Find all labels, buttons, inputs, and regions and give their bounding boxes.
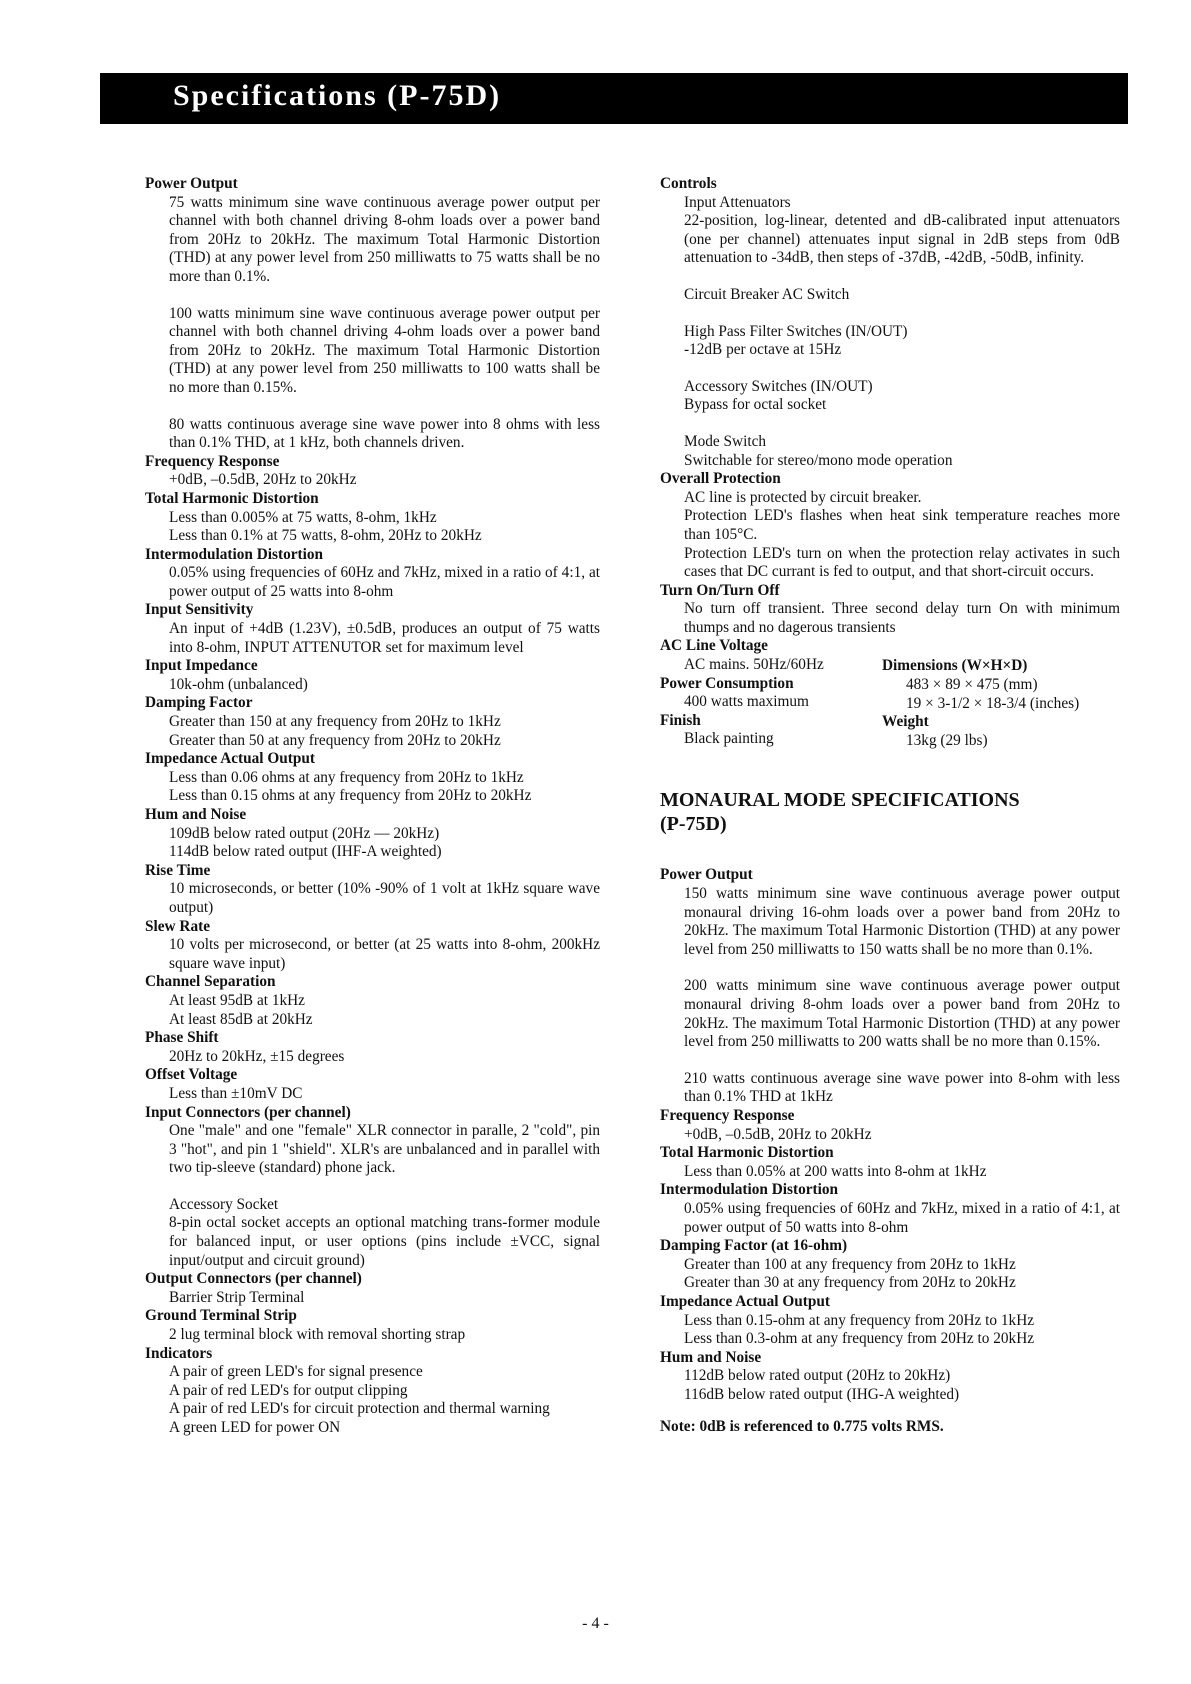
turn-on-value: No turn off transient. Three second delay turn On with minimum thumps and no dagerous transients <box>684 600 1120 636</box>
left-column <box>145 175 600 1438</box>
reference-note: Note: 0dB is referenced to 0.775 volts RMS. <box>660 1418 944 1436</box>
channel-separation-heading: Channel Separation <box>145 973 276 991</box>
header-bar <box>100 73 1128 124</box>
turn-on-heading: Turn On/Turn Off <box>660 581 780 599</box>
impedance-output-heading: Impedance Actual Output <box>145 750 315 768</box>
input-sensitivity-value: An input of +4dB (1.23V), ±0.5dB, produces an output of 75 watts into 8-ohm, INPUT ATTENUTOR set for maximum level <box>169 620 600 656</box>
thd-line-2: Less than 0.1% at 75 watts, 8-ohm, 20Hz to 20kHz <box>169 527 482 545</box>
rise-time-value: 10 microseconds, or better (10% -90% of 1 volt at 1kHz square wave output) <box>169 880 600 916</box>
ground-terminal-value: 2 lug terminal block with removal shorting strap <box>169 1326 466 1344</box>
frequency-response-value: +0dB, –0.5dB, 20Hz to 20kHz <box>169 471 357 489</box>
power-output-continuous: 80 watts continuous average sine wave power into 8 ohms with less than 0.1% THD, at 1 kHz, both channels driven. <box>169 415 600 452</box>
ground-terminal-heading: Ground Terminal Strip <box>145 1307 297 1325</box>
mono-frequency-response-value: +0dB, –0.5dB, 20Hz to 20kHz <box>684 1125 872 1143</box>
controls-attenuators-label: Input Attenuators <box>684 193 791 211</box>
slew-rate-heading: Slew Rate <box>145 917 210 935</box>
input-connectors-heading: Input Connectors (per channel) <box>145 1103 351 1121</box>
power-consumption-value: 400 watts maximum <box>684 693 809 711</box>
indicators-line-4: A green LED for power ON <box>169 1419 341 1436</box>
rise-time-heading: Rise Time <box>145 861 211 879</box>
dimensions-heading: Dimensions (W×H×D) <box>882 657 1028 675</box>
slew-rate-value: 10 volts per microsecond, or better (at 25 watts into 8-ohm, 200kHz square wave input) <box>169 936 600 972</box>
protection-line-3: Protection LED's turn on when the protection relay activates in such cases that DC currant is fed to output, and that short-circuit occurs. <box>684 544 1120 581</box>
mono-thd-value: Less than 0.05% at 200 watts into 8-ohm at 1kHz <box>684 1162 987 1180</box>
offset-voltage-value: Less than ±10mV DC <box>169 1084 303 1102</box>
output-connectors-heading: Output Connectors (per channel) <box>145 1270 362 1288</box>
mono-imd-value: 0.05% using frequencies of 60Hz and 7kHz, mixed in a ratio of 4:1, at power output of 50 watts into 8-ohm <box>684 1199 1120 1236</box>
damping-factor-heading: Damping Factor <box>145 694 253 712</box>
mono-power-output-8ohm: 200 watts minimum sine wave continuous average power output monaural driving 8-ohm loads over a power band from 20Hz to 20kHz. The maximum Total Harmonic Distortion (THD) at any power level from 250 milliwatts to 200 watts shall be no more than 0.15%. <box>684 977 1120 1051</box>
output-connectors-value: Barrier Strip Terminal <box>169 1288 305 1306</box>
power-output-heading: Power Output <box>145 175 238 192</box>
protection-heading: Overall Protection <box>660 470 781 488</box>
hum-noise-line-2: 114dB below rated output (IHF-A weighted) <box>169 843 442 861</box>
channel-separation-line-2: At least 85dB at 20kHz <box>169 1010 313 1028</box>
protection-line-1: AC line is protected by circuit breaker. <box>684 488 922 506</box>
mono-power-output-continuous: 210 watts continuous average sine wave power into 8-ohm with less than 0.1% THD at 1kHz <box>684 1069 1120 1106</box>
controls-accessory-label: Accessory Switches (IN/OUT) <box>684 377 873 395</box>
controls-hpf-desc: -12dB per octave at 15Hz <box>684 341 842 359</box>
specs-two-column <box>660 637 1120 750</box>
mono-impedance-output-heading: Impedance Actual Output <box>660 1292 830 1310</box>
page-title: Specifications (P-75D) <box>173 79 502 112</box>
accessory-socket-label: Accessory Socket <box>169 1195 279 1213</box>
controls-mode-desc: Switchable for stereo/mono mode operation <box>684 451 953 469</box>
finish-value: Black painting <box>684 730 774 748</box>
ac-line-heading: AC Line Voltage <box>660 637 768 655</box>
offset-voltage-heading: Offset Voltage <box>145 1066 238 1084</box>
indicators-line-3: A pair of red LED's for circuit protection and thermal warning <box>169 1400 550 1418</box>
input-impedance-heading: Input Impedance <box>145 657 258 675</box>
input-impedance-value: 10k-ohm (unbalanced) <box>169 675 308 693</box>
mono-damping-line-2: Greater than 30 at any frequency from 20Hz to 20kHz <box>684 1274 1016 1292</box>
controls-hpf-label: High Pass Filter Switches (IN/OUT) <box>684 322 908 340</box>
imd-heading: Intermodulation Distortion <box>145 545 324 563</box>
impedance-output-line-2: Less than 0.15 ohms at any frequency from 20Hz to 20kHz <box>169 787 532 805</box>
thd-line-1: Less than 0.005% at 75 watts, 8-ohm, 1kHz <box>169 508 437 526</box>
controls-mode-label: Mode Switch <box>684 432 767 450</box>
hum-noise-heading: Hum and Noise <box>145 806 247 823</box>
input-connectors-xlr: One "male" and one "female" XLR connector in paralle, 2 "cold", pin 3 "hot", and pin 1 "shield". XLR's are unbalanced and in parallel with two tip-sleeve (standard) phone jack. <box>169 1122 600 1177</box>
thd-heading: Total Harmonic Distortion <box>145 489 319 507</box>
controls-attenuators-desc: 22-position, log-linear, detented and dB-calibrated input attenuators (one per channel) attenuates input signal in 2dB steps from 0dB attenuation to -34dB, then steps of -37dB, -42dB, -50dB, infinity. <box>684 212 1120 267</box>
imd-value: 0.05% using frequencies of 60Hz and 7kHz, mixed in a ratio of 4:1, at power output of 25 watts into 8-ohm <box>169 564 600 600</box>
mono-thd-heading: Total Harmonic Distortion <box>660 1144 834 1162</box>
indicators-line-2: A pair of red LED's for output clipping <box>169 1381 408 1399</box>
dimensions-inches: 19 × 3-1/2 × 18-3/4 (inches) <box>906 694 1080 712</box>
frequency-response-heading: Frequency Response <box>145 452 280 470</box>
mono-impedance-output-line-1: Less than 0.15-ohm at any frequency from 20Hz to 1kHz <box>684 1311 1035 1329</box>
channel-separation-line-1: At least 95dB at 1kHz <box>169 991 305 1009</box>
weight-value: 13kg (29 lbs) <box>906 731 988 749</box>
mono-power-output-heading: Power Output <box>660 866 753 884</box>
mono-damping-line-1: Greater than 100 at any frequency from 20Hz to 1kHz <box>684 1255 1016 1273</box>
power-consumption-heading: Power Consumption <box>660 674 794 692</box>
mono-section-title <box>660 788 1120 836</box>
damping-factor-line-2: Greater than 50 at any frequency from 20Hz to 20kHz <box>169 731 501 749</box>
controls-accessory-desc: Bypass for octal socket <box>684 396 827 414</box>
mono-damping-heading: Damping Factor (at 16-ohm) <box>660 1237 848 1255</box>
finish-heading: Finish <box>660 711 701 729</box>
mono-impedance-output-line-2: Less than 0.3-ohm at any frequency from 20Hz to 20kHz <box>684 1330 1035 1348</box>
mono-hum-noise-heading: Hum and Noise <box>660 1348 762 1366</box>
mono-title-line-2: (P-75D) <box>660 813 727 836</box>
indicators-line-1: A pair of green LED's for signal presence <box>169 1363 423 1381</box>
hum-noise-line-1: 109dB below rated output (20Hz — 20kHz) <box>169 824 440 842</box>
protection-line-2: Protection LED's flashes when heat sink temperature reaches more than 105°C. <box>684 507 1120 543</box>
mono-power-output-16ohm: 150 watts minimum sine wave continuous average power output monaural driving 16-ohm loads over a power band from 20Hz to 20kHz. The maximum Total Harmonic Distortion (THD) at any power level from 250 milliwatts to 150 watts shall be no more than 0.1%. <box>684 885 1120 958</box>
mono-imd-heading: Intermodulation Distortion <box>660 1181 839 1199</box>
weight-heading: Weight <box>882 713 929 731</box>
mono-hum-noise-line-2: 116dB below rated output (IHG-A weighted) <box>684 1385 960 1403</box>
indicators-heading: Indicators <box>145 1344 213 1362</box>
mono-hum-noise-line-1: 112dB below rated output (20Hz to 20kHz) <box>684 1367 951 1385</box>
accessory-socket-desc: 8-pin octal socket accepts an optional matching trans-former module for balanced input, or user options (pins include ±VCC, signal input/output and circuit ground) <box>169 1214 600 1269</box>
phase-shift-value: 20Hz to 20kHz, ±15 degrees <box>169 1047 345 1065</box>
controls-breaker: Circuit Breaker AC Switch <box>684 285 850 303</box>
phase-shift-heading: Phase Shift <box>145 1029 219 1047</box>
controls-heading: Controls <box>660 175 717 192</box>
page-number: - 4 - <box>582 1615 609 1632</box>
ac-line-value: AC mains. 50Hz/60Hz <box>684 656 824 674</box>
power-output-4ohm: 100 watts minimum sine wave continuous average power output per channel with both channel driving 4-ohm loads over a power band from 20Hz to 20kHz. The maximum Total Harmonic Distortion (THD) at any power level from 250 milliwatts to 100 watts shall be no more than 0.15%. <box>169 304 600 396</box>
dimensions-mm: 483 × 89 × 475 (mm) <box>906 676 1038 694</box>
right-column <box>660 175 1120 1437</box>
damping-factor-line-1: Greater than 150 at any frequency from 20Hz to 1kHz <box>169 713 501 731</box>
mono-title-line-1: MONAURAL MODE SPECIFICATIONS <box>660 789 1020 812</box>
power-output-8ohm: 75 watts minimum sine wave continuous average power output per channel with both channel driving 8-ohm loads over a power band from 20Hz to 20kHz. The maximum Total Harmonic Distortion (THD) at any power level from 250 milliwatts to 75 watts shall be no more than 0.1%. <box>169 193 600 285</box>
input-sensitivity-heading: Input Sensitivity <box>145 601 254 619</box>
impedance-output-line-1: Less than 0.06 ohms at any frequency from 20Hz to 1kHz <box>169 768 524 786</box>
mono-frequency-response-heading: Frequency Response <box>660 1106 795 1124</box>
